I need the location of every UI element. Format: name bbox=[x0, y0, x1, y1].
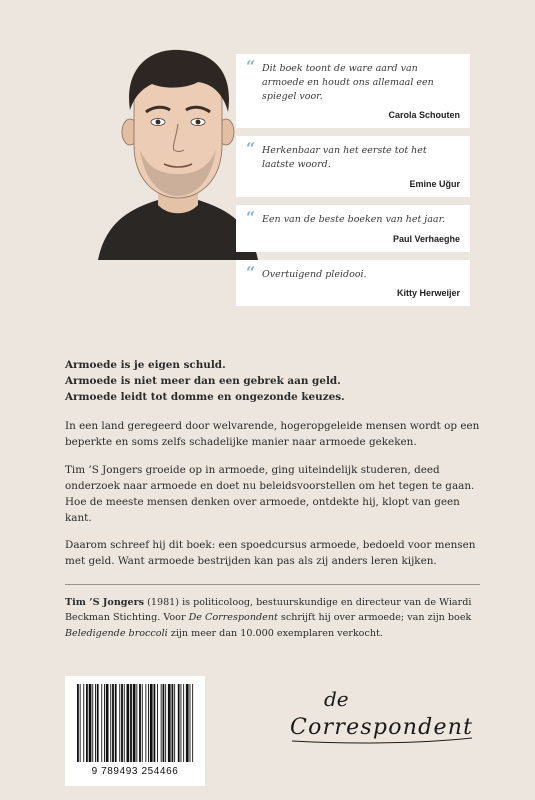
quote-mark-icon: “ bbox=[246, 57, 256, 76]
bio-text: zijn meer dan 10.000 exemplaren verkocht. bbox=[167, 627, 383, 639]
barcode-bar bbox=[104, 684, 105, 762]
quote-text: Dit boek toont de ware aard van armoede en houdt ons allemaal een spiegel voor. bbox=[262, 63, 434, 102]
barcode-bar bbox=[174, 684, 175, 762]
publisher-logo bbox=[286, 686, 476, 746]
barcode-bar bbox=[121, 684, 123, 762]
barcode-bar bbox=[127, 684, 130, 762]
divider bbox=[65, 584, 480, 585]
review-quotes bbox=[236, 54, 470, 314]
barcode-bar bbox=[142, 684, 143, 762]
barcode-bar bbox=[86, 684, 88, 762]
barcode-bar bbox=[183, 684, 184, 762]
book-title: Beledigende broccoli bbox=[65, 627, 168, 639]
barcode-bar bbox=[145, 684, 146, 762]
barcode-bar bbox=[110, 684, 111, 762]
quote-card bbox=[236, 260, 470, 307]
barcode-bar bbox=[178, 684, 180, 762]
barcode-bar bbox=[157, 684, 158, 762]
quote-card bbox=[236, 205, 470, 252]
logo-line-1: de bbox=[324, 687, 349, 711]
barcode-bar bbox=[181, 684, 182, 762]
barcode-bar bbox=[150, 684, 153, 762]
barcode-bar bbox=[136, 684, 137, 762]
author-name: Tim ’S Jongers bbox=[65, 596, 145, 608]
barcode-bars bbox=[75, 684, 195, 764]
barcode-bar bbox=[148, 684, 149, 762]
quote-author: Paul Verhaeghe bbox=[392, 233, 460, 244]
barcode-bar bbox=[186, 684, 189, 762]
bio-text: schrijft hij over armoede; van zijn boek bbox=[277, 612, 472, 624]
barcode-bar bbox=[119, 684, 120, 762]
quote-author: Carola Schouten bbox=[388, 110, 460, 121]
quote-author: Kitty Herweijer bbox=[396, 288, 460, 299]
publication-name: De Correspondent bbox=[188, 612, 278, 624]
barcode-bar bbox=[139, 684, 141, 762]
barcode-bar bbox=[154, 684, 156, 762]
barcode-bar bbox=[97, 684, 99, 762]
quote-mark-icon: “ bbox=[246, 207, 256, 227]
barcode-bar bbox=[80, 684, 81, 762]
barcode-bar bbox=[92, 684, 93, 762]
barcode-bar bbox=[130, 684, 132, 762]
barcode-bar bbox=[95, 684, 96, 762]
isbn-number: 9 789493 254466 bbox=[91, 766, 179, 777]
quote-text: Een van de beste boeken van het jaar. bbox=[262, 213, 446, 225]
barcode-bar bbox=[83, 684, 84, 762]
quote-text: Herkenbaar van het eerste tot het laatste woord. bbox=[262, 145, 427, 171]
quote-text: Overtuigend pleidooi. bbox=[262, 268, 367, 280]
author-bio bbox=[65, 595, 480, 641]
lead-line: Armoede is niet meer dan een gebrek aan geld. bbox=[65, 374, 341, 387]
barcode-bar bbox=[101, 684, 102, 762]
blurb bbox=[65, 358, 480, 653]
barcode-bar bbox=[163, 684, 165, 762]
paragraph: Daarom schreef hij dit boek: een spoedcursus armoede, bedoeld voor mensen met geld. Want armoede bestrijden kan pas als zij anders leren kijken. bbox=[65, 539, 476, 568]
barcode-bar bbox=[89, 684, 92, 762]
paragraph: In een land geregeerd door welvarende, hogeropgeleide mensen wordt op een beperkte en soms zelfs schadelijke manier naar armoede gekeken. bbox=[65, 420, 480, 449]
isbn-barcode bbox=[65, 676, 205, 786]
barcode-bar bbox=[106, 684, 109, 762]
barcode-bar bbox=[77, 684, 79, 762]
barcode-bar bbox=[115, 684, 117, 762]
lead-line: Armoede leidt tot domme en ongezonde keuzes. bbox=[65, 390, 345, 403]
barcode-bar bbox=[190, 684, 191, 762]
quote-mark-icon: “ bbox=[246, 262, 256, 282]
barcode-bar bbox=[192, 684, 193, 762]
quote-card bbox=[236, 54, 470, 128]
barcode-bar bbox=[168, 684, 171, 762]
barcode-bar bbox=[124, 684, 125, 762]
barcode-bar bbox=[112, 684, 114, 762]
lead-line: Armoede is je eigen schuld. bbox=[65, 359, 226, 371]
quote-mark-icon: “ bbox=[246, 139, 256, 159]
quote-author: Emine Uğur bbox=[409, 178, 460, 189]
barcode-bar bbox=[133, 684, 136, 762]
bio-text: (1981) is politicoloog, bestuurskundige en directeur van de Wiardi Beckman Stichting. Voor bbox=[65, 596, 472, 624]
barcode-bar bbox=[161, 684, 162, 762]
paragraph: Tim ’S Jongers groeide op in armoede, ging uiteindelijk studeren, deed onderzoek naar armoede en doet nu beleidsvoorstellen om het tegen te gaan. Hoe de meeste mensen denken over armoede, ontdekte hij, klopt van geen kant. bbox=[65, 464, 475, 524]
barcode-bar bbox=[172, 684, 174, 762]
barcode-bar bbox=[165, 684, 166, 762]
lead-statements bbox=[65, 358, 480, 405]
quote-card bbox=[236, 136, 470, 197]
logo-line-2: Correspondent bbox=[290, 715, 472, 740]
